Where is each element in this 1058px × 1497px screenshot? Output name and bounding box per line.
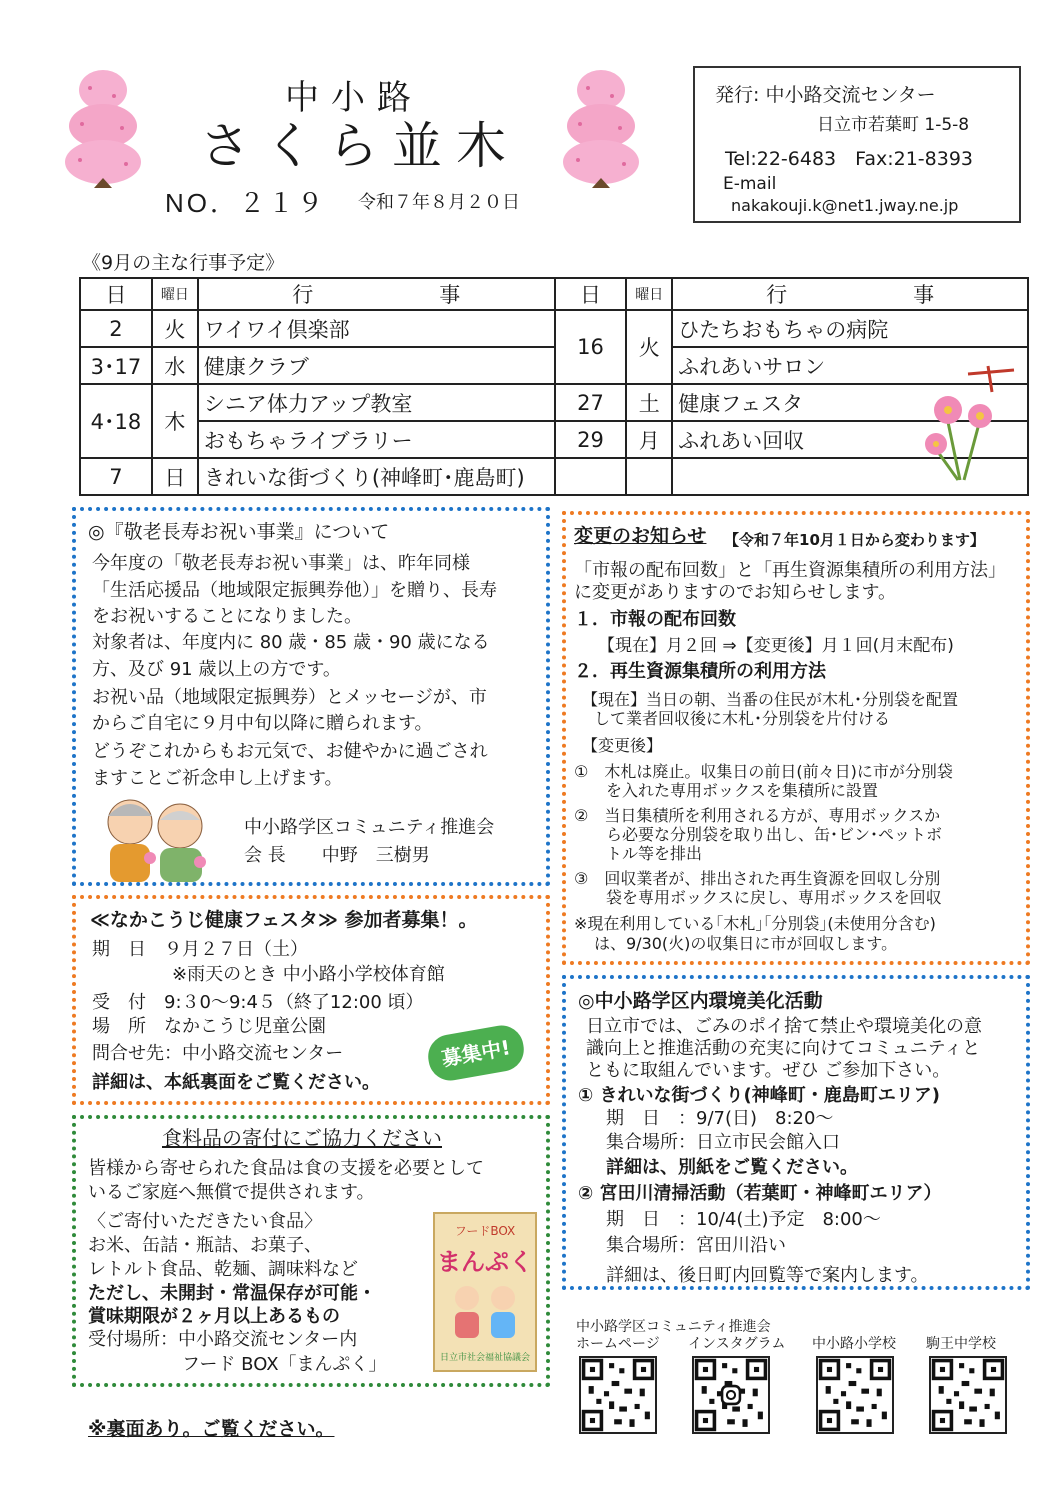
keirou-line: 方、及び 91 歳以上の方です。 — [92, 659, 341, 680]
change-item1-title: １．市報の配布回数 — [574, 609, 736, 630]
activity1-place: 集合場所：日立市民会館入口 — [606, 1132, 840, 1153]
cosmos-flower-icon — [908, 362, 1020, 482]
event-day: 27 — [555, 384, 627, 421]
qr-elementary-icon[interactable] — [816, 1356, 894, 1434]
table-row — [80, 421, 1028, 458]
event-name: ワイワイ倶楽部 — [198, 310, 555, 347]
qr-label-instagram: インスタグラム — [688, 1336, 786, 1352]
qr-label-juniorhigh: 駒王中学校 — [926, 1336, 996, 1352]
qr-label-homepage: ホームページ — [576, 1336, 660, 1352]
foodbox-poster — [433, 1212, 537, 1372]
change-item1-body: 【現在】月２回 ⇒【変更後】月１回(月末配布) — [598, 636, 954, 656]
keirou-title: ◎『敬老長寿お祝い事業』について — [88, 521, 390, 543]
event-weekday: 水 — [152, 347, 198, 384]
event-name: ふれあい回収 — [672, 421, 1028, 458]
newsletter-title: さくら並木 — [200, 117, 520, 175]
change-item2-title: ２．再生資源集積所の利用方法 — [574, 661, 826, 682]
header-day: 日 — [80, 278, 152, 310]
header-day: 日 — [555, 278, 627, 310]
change-after-label: 【変更後】 — [582, 736, 663, 755]
change-after-line: ③ 回収業者が、排出された再生資源を回収し分別 — [574, 869, 941, 888]
event-day: 2 — [80, 310, 152, 347]
keirou-line: どうぞこれからもお元気で、お健やかに過ごされ — [92, 741, 488, 762]
publisher-address: 日立市若葉町 1-5-8 — [817, 115, 970, 135]
keirou-chair: 会 長 中野 三樹男 — [244, 845, 430, 866]
food-line: 〈ご寄付いただきたい食品〉 — [88, 1211, 322, 1232]
empty-cell — [626, 458, 672, 495]
qr-instagram-icon[interactable] — [692, 1356, 770, 1434]
event-weekday: 木 — [152, 384, 198, 458]
change-current-line: して業者回収後に木札･分別袋を片付ける — [594, 709, 891, 728]
change-intro-line: 「市報の配布回数」と「再生資源集積所の利用方法」 — [574, 560, 1006, 581]
event-day: 3･17 — [80, 347, 152, 384]
activity1-detail: 詳細は、別紙をご覧ください。 — [606, 1157, 858, 1178]
event-name: シニア体力アップ教室 — [198, 384, 555, 421]
email-label: E-mail — [723, 174, 777, 194]
change-after-line: ① 木札は廃止。収集日の前日(前々日)に市が分別袋 — [574, 762, 953, 781]
activity2-date: 期 日 ：10/4(土)予定 8:00～ — [606, 1209, 881, 1230]
qr-homepage-icon[interactable] — [579, 1356, 657, 1434]
change-intro-line: に変更がありますのでお知らせします。 — [574, 582, 897, 603]
food-line: いるご家庭へ無償で提供されます。 — [88, 1182, 375, 1203]
poster-main-label: まんぷく — [437, 1248, 533, 1276]
change-after-line: を入れた専用ボックスを集積所に設置 — [606, 781, 878, 800]
food-line: レトルト食品、乾麺、調味料など — [88, 1259, 358, 1280]
publisher-box — [693, 66, 1021, 223]
event-day: 29 — [555, 421, 627, 458]
elderly-couple-icon — [96, 792, 214, 884]
table-row — [80, 347, 1028, 384]
children-icon — [445, 1280, 525, 1342]
header-event: 行 事 — [672, 278, 1028, 310]
change-note-line: ※現在利用している｢木札｣｢分別袋｣(未使用分含む) — [574, 914, 936, 933]
cherry-tree-right-icon — [560, 66, 642, 196]
festa-date: 期 日 ９月２７日（土） — [92, 939, 308, 960]
event-day: 7 — [80, 458, 152, 495]
change-current-line: 【現在】当日の朝、当番の住民が木札･分別袋を配置 — [582, 690, 959, 709]
festa-detail: 詳細は、本紙裏面をご覧ください。 — [92, 1072, 380, 1093]
cherry-tree-left-icon — [62, 66, 144, 196]
festa-contact: 問合せ先：中小路交流センター — [92, 1043, 344, 1064]
beautify-intro-line: 識向上と推進活動の充実に向けてコミュニティと — [586, 1038, 981, 1059]
keirou-line: をお祝いすることになりました。 — [92, 606, 362, 627]
activity2-place: 集合場所：宮田川沿い — [606, 1235, 786, 1256]
change-title-note: 【令和７年10月１日から変わります】 — [724, 531, 985, 549]
header-weekday: 曜日 — [626, 278, 672, 310]
event-weekday: 火 — [152, 310, 198, 347]
publisher-name: 発行: 中小路交流センター — [715, 84, 936, 106]
food-line: 受付場所：中小路交流センター内 — [88, 1329, 358, 1350]
event-name: きれいな街づくり(神峰町･鹿島町) — [198, 458, 555, 495]
table-row — [80, 384, 1028, 421]
food-line: フード BOX「まんぷく」 — [182, 1354, 387, 1375]
keirou-line: お祝い品（地域限定振興券）とメッセージが、市 — [92, 687, 487, 708]
food-title: 食料品の寄付にご協力ください — [162, 1126, 442, 1150]
beautify-intro-line: 日立市では、ごみのポイ捨て禁止や環境美化の意 — [586, 1016, 982, 1037]
event-weekday: 月 — [626, 421, 672, 458]
festa-reception: 受 付 9:３0～9:4５（終了12:00 頃） — [92, 992, 424, 1013]
qr-org-label: 中小路学区コミュニティ推進会 — [576, 1319, 771, 1335]
change-note-line: は、9/30(火)の収集日に市が回収します。 — [594, 934, 898, 953]
poster-footer-label: 日立市社会福祉協議会 — [439, 1353, 530, 1363]
header-event: 行 事 — [198, 278, 555, 310]
food-line: 賞味期限が２ヶ月以上あるもの — [88, 1306, 340, 1327]
qr-label-elementary: 中小路小学校 — [812, 1336, 896, 1352]
beautify-intro-line: ともに取組んでいます。ぜひ ご参加下さい。 — [586, 1060, 951, 1081]
recruiting-badge: 募集中! — [425, 1022, 528, 1084]
beautify-title: ◎中小路学区内環境美化活動 — [578, 990, 823, 1012]
change-after-line: 袋を専用ボックスに戻し、専用ボックスを回収 — [606, 888, 942, 907]
table-header-row — [80, 278, 1028, 310]
change-after-line: トル等を排出 — [606, 844, 703, 863]
header-weekday: 曜日 — [152, 278, 198, 310]
festa-rain: ※雨天のとき 中小路小学校体育館 — [172, 964, 445, 985]
back-page-notice: ※裏面あり。ご覧ください。 — [88, 1418, 335, 1440]
food-line: お米、缶詰・瓶詰、お菓子、 — [88, 1235, 322, 1256]
activity2-title: ② 宮田川清掃活動（若葉町・神峰町エリア） — [578, 1183, 942, 1204]
empty-cell — [555, 458, 627, 495]
event-name: おもちゃライブラリー — [198, 421, 555, 458]
table-row — [80, 310, 1028, 347]
email-address[interactable]: nakakouji.k@net1.jway.ne.jp — [731, 196, 959, 215]
event-weekday: 日 — [152, 458, 198, 495]
keirou-line: からご自宅に９月中旬以降に贈られます。 — [92, 713, 433, 734]
event-day: 4･18 — [80, 384, 152, 458]
event-name: 健康クラブ — [198, 347, 555, 384]
qr-juniorhigh-icon[interactable] — [929, 1356, 1007, 1434]
event-name: 健康フェスタ — [672, 384, 1028, 421]
event-weekday: 火 — [626, 310, 672, 384]
issue-date: 令和７年８月２０日 — [358, 192, 520, 213]
keirou-line: ますことご祈念申し上げます。 — [92, 768, 343, 789]
issue-number: NO．２１９ — [165, 188, 327, 218]
change-title: 変更のお知らせ — [574, 525, 707, 547]
festa-place: 場 所 なかこうじ児童公園 — [92, 1016, 326, 1037]
event-weekday: 土 — [626, 384, 672, 421]
activity1-title: ① きれいな街づくり(神峰町・鹿島町エリア) — [578, 1085, 940, 1106]
keirou-line: 「生活応援品（地域限定振興券他）」を贈り、長寿 — [92, 580, 497, 601]
change-after-line: ら必要な分別袋を取り出し、缶･ビン･ペットボ — [606, 825, 943, 844]
event-name: ふれあいサロン — [672, 347, 1028, 384]
event-name: ひたちおもちゃの病院 — [672, 310, 1028, 347]
keirou-line: 対象者は、年度内に 80 歳・85 歳・90 歳になる — [92, 632, 490, 653]
newsletter-subtitle: 中小路 — [285, 78, 423, 118]
activity2-detail: 詳細は、後日町内回覧等で案内します。 — [606, 1265, 929, 1286]
event-day: 16 — [555, 310, 627, 384]
keirou-line: 今年度の「敬老長寿お祝い事業」は、昨年同様 — [92, 553, 470, 574]
food-line: 皆様から寄せられた食品は食の支援を必要として — [88, 1158, 484, 1179]
poster-top-label: フードBOX — [454, 1224, 516, 1238]
keirou-org: 中小路学区コミュニティ推進会 — [244, 817, 495, 838]
table-row — [80, 458, 1028, 495]
food-line: ただし、未開封・常温保存が可能・ — [88, 1283, 376, 1304]
change-after-line: ② 当日集積所を利用される方が、専用ボックスか — [574, 806, 941, 825]
schedule-title: 《9月の主な行事予定》 — [82, 252, 285, 274]
schedule-table — [79, 277, 1029, 496]
festa-title: ≪なかこうじ健康フェスタ≫ 参加者募集！。 — [90, 909, 478, 931]
publisher-tel-fax: Tel:22-6483 Fax:21-8393 — [725, 148, 973, 170]
activity1-date: 期 日 ：9/7(日) 8:20～ — [606, 1108, 834, 1129]
